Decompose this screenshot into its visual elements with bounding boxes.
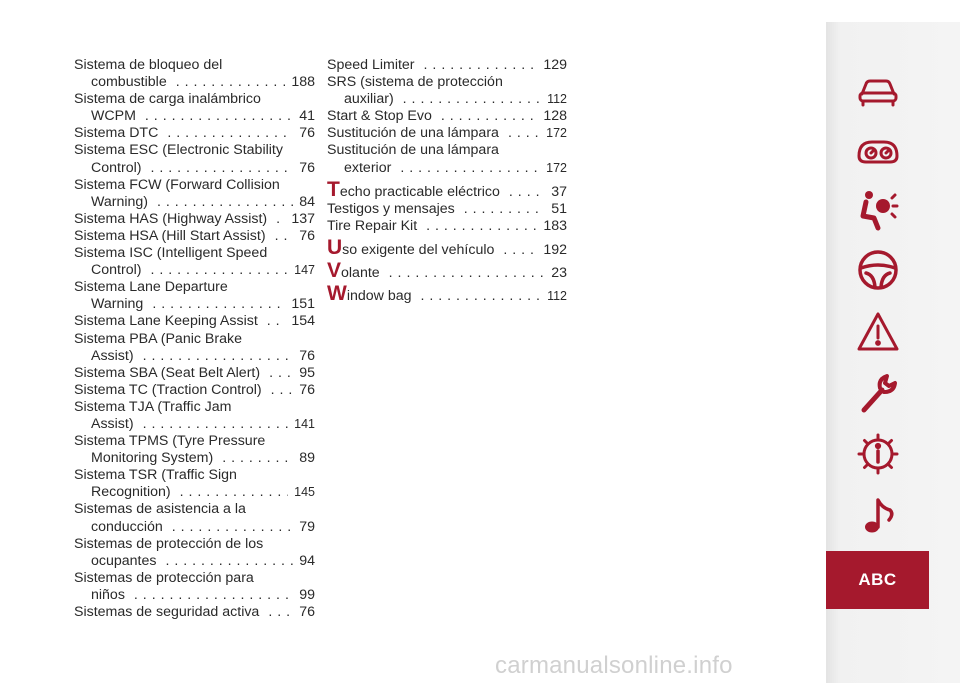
dot-leader (424, 57, 538, 74)
dot-leader (267, 313, 286, 330)
dot-leader (426, 218, 537, 235)
page-number: 172 (546, 126, 567, 141)
index-entry[interactable] (74, 570, 315, 604)
page-number: 112 (547, 92, 567, 107)
dot-leader (464, 201, 545, 218)
dot-leader (275, 228, 294, 245)
entry-title: Sistemas de seguridad activa (74, 604, 260, 620)
dot-leader (271, 382, 294, 399)
dot-leader (503, 242, 537, 259)
warning-triangle-icon[interactable] (856, 310, 900, 354)
page-number: 76 (299, 159, 315, 176)
entry-title: Sistema ESC (Electronic Stability (74, 142, 283, 159)
dot-leader (389, 265, 546, 282)
index-entry[interactable] (74, 142, 315, 176)
index-entry[interactable] (327, 259, 567, 283)
entry-title-continued: conducción (91, 518, 163, 535)
page-number: 137 (291, 210, 315, 227)
page-number: 112 (547, 289, 567, 304)
dot-leader (276, 211, 285, 228)
index-entry[interactable] (327, 235, 567, 259)
entry-title: Sistema TPMS (Tyre Pressure (74, 433, 266, 450)
page-number: 172 (546, 160, 567, 175)
page-number: 37 (551, 183, 567, 200)
entry-title-continued: exterior (344, 159, 392, 176)
page-number: 99 (299, 586, 315, 603)
index-entry[interactable] (74, 228, 315, 245)
index-entry[interactable] (74, 399, 315, 433)
dot-leader (145, 108, 293, 125)
index-entry[interactable] (74, 245, 315, 279)
entry-title: Sistema FCW (Forward Collision (74, 176, 280, 193)
index-entry[interactable] (327, 177, 567, 201)
entry-title: SRS (sistema de protección (327, 74, 503, 91)
entry-title: Tire Repair Kit (327, 217, 418, 234)
page-number: 151 (291, 296, 315, 313)
entry-title: Testigos y mensajes (327, 200, 455, 217)
page-number: 79 (299, 518, 315, 535)
dot-leader (508, 125, 540, 142)
entry-title: Sistema de carga inalámbrico (74, 91, 261, 108)
index-entry[interactable] (74, 433, 315, 467)
entry-title-continued: Warning (91, 296, 144, 313)
page-number: 95 (299, 364, 315, 381)
dot-leader (150, 160, 293, 177)
index-entry[interactable] (74, 365, 315, 382)
dot-leader (167, 125, 293, 142)
index-entry[interactable] (74, 125, 315, 142)
entry-title: Sistema TC (Traction Control) (74, 381, 262, 398)
section-letter: U (327, 235, 343, 259)
index-column-left (74, 57, 315, 621)
entry-title: Sistema ISC (Intelligent Speed (74, 245, 268, 262)
entry-title: Sustitución de una lámpara (327, 142, 499, 159)
entry-title: Sistema TSR (Traffic Sign (74, 467, 237, 484)
index-entry[interactable] (74, 604, 315, 621)
dot-leader (421, 288, 542, 305)
entry-title: Sistema Lane Departure (74, 279, 228, 296)
dot-leader (441, 108, 537, 125)
entry-title: Sistema HSA (Hill Start Assist) (74, 227, 266, 244)
entry-title: Start & Stop Evo (327, 108, 432, 125)
entry-title: Sistemas de protección para (74, 569, 254, 586)
index-entry[interactable] (74, 279, 315, 313)
entry-title: Sistema TJA (Traffic Jam (74, 398, 232, 415)
index-entry[interactable] (327, 142, 567, 176)
car-icon[interactable] (856, 70, 900, 114)
page-number: 76 (299, 381, 315, 398)
index-entry[interactable] (327, 74, 567, 108)
dot-leader (134, 587, 293, 604)
page-number: 41 (299, 108, 315, 125)
index-entry[interactable] (74, 382, 315, 399)
page-number: 147 (294, 263, 315, 278)
entry-title-continued: Recognition) (91, 484, 171, 501)
music-note-icon[interactable] (856, 494, 900, 538)
entry-title-continued: Warning) (91, 193, 149, 210)
page-number: 51 (551, 200, 567, 217)
index-entry[interactable] (74, 313, 315, 330)
page-number: 129 (543, 57, 567, 73)
page-number: 23 (551, 265, 567, 282)
index-entry[interactable] (74, 57, 315, 91)
dot-leader (172, 519, 293, 536)
airbag-seat-icon[interactable] (856, 188, 900, 232)
dot-leader (400, 160, 540, 177)
abc-index-tab[interactable]: ABC (826, 551, 929, 609)
index-column-right (327, 57, 567, 305)
dot-leader (509, 184, 545, 201)
dot-leader (157, 194, 293, 211)
entry-title-continued: Control) (91, 159, 142, 176)
section-letter: V (327, 259, 342, 283)
page-number: 128 (543, 108, 567, 125)
dot-leader (222, 450, 293, 467)
entry-title-continued: niños (91, 586, 125, 603)
entry-title: Sistemas de protección de los (74, 535, 264, 552)
wrench-icon[interactable] (856, 372, 900, 416)
page-number: 188 (291, 74, 315, 91)
index-entry[interactable] (327, 57, 567, 74)
page-number: 76 (299, 125, 315, 142)
dot-leader (165, 553, 293, 570)
index-entry[interactable] (74, 177, 315, 211)
entry-title: Sustitución de una lámpara (327, 125, 499, 142)
index-entry[interactable] (74, 331, 315, 365)
page-number: 89 (299, 450, 315, 467)
index-entry[interactable] (327, 218, 567, 235)
instrument-panel-icon[interactable] (856, 128, 900, 172)
dot-leader (150, 262, 288, 279)
entry-title: so exigente del vehículo (342, 241, 495, 258)
section-letter: T (327, 177, 340, 201)
page-number: 84 (299, 193, 315, 210)
entry-title: Sistema Lane Keeping Assist (74, 313, 258, 330)
page-number: 192 (543, 241, 567, 258)
entry-title-continued: combustible (91, 74, 167, 91)
page-number: 76 (299, 604, 315, 620)
index-entry[interactable] (74, 536, 315, 570)
entry-title-continued: Assist) (91, 415, 134, 432)
gear-info-icon[interactable] (856, 432, 900, 476)
steering-wheel-icon[interactable] (856, 248, 900, 292)
entry-title: Sistema SBA (Seat Belt Alert) (74, 364, 261, 381)
index-entry[interactable] (327, 282, 567, 306)
dot-leader (152, 296, 285, 313)
entry-title: Sistema PBA (Panic Brake (74, 330, 242, 347)
entry-title: Sistema DTC (74, 125, 159, 142)
entry-title: Sistemas de asistencia a la (74, 501, 246, 518)
page-number: 76 (299, 227, 315, 244)
entry-title-continued: Assist) (91, 347, 134, 364)
page-number: 183 (543, 217, 567, 234)
entry-title-continued: ocupantes (91, 552, 157, 569)
page-number: 154 (291, 313, 315, 330)
entry-title-continued: WCPM (91, 108, 136, 125)
page-number: 141 (294, 416, 315, 431)
dot-leader (176, 74, 286, 91)
section-letter: W (327, 282, 347, 306)
dot-leader (268, 604, 293, 621)
dot-leader (143, 348, 294, 365)
entry-title: echo practicable eléctrico (339, 183, 500, 200)
entry-title: Sistema HAS (Highway Assist) (74, 210, 268, 227)
index-entry[interactable] (327, 201, 567, 218)
index-entry[interactable] (327, 125, 567, 142)
index-entry[interactable] (74, 211, 315, 228)
index-entry[interactable] (74, 501, 315, 535)
entry-title: olante (341, 265, 380, 282)
index-entry[interactable] (74, 467, 315, 501)
dot-leader (180, 484, 288, 501)
page-number: 145 (294, 485, 315, 500)
index-entry[interactable] (74, 91, 315, 125)
watermark: carmanualsonline.info (495, 652, 733, 679)
entry-title: Sistema de bloqueo del (74, 57, 223, 73)
index-entry[interactable] (327, 108, 567, 125)
dot-leader (403, 91, 541, 108)
page-number: 94 (299, 552, 315, 569)
entry-title-continued: Monitoring System) (91, 450, 214, 467)
entry-title: Speed Limiter (327, 57, 415, 73)
entry-title-continued: Control) (91, 262, 142, 279)
page-number: 76 (299, 347, 315, 364)
entry-title-continued: auxiliar) (344, 91, 394, 108)
dot-leader (269, 365, 293, 382)
dot-leader (143, 416, 289, 433)
entry-title: indow bag (346, 288, 412, 305)
